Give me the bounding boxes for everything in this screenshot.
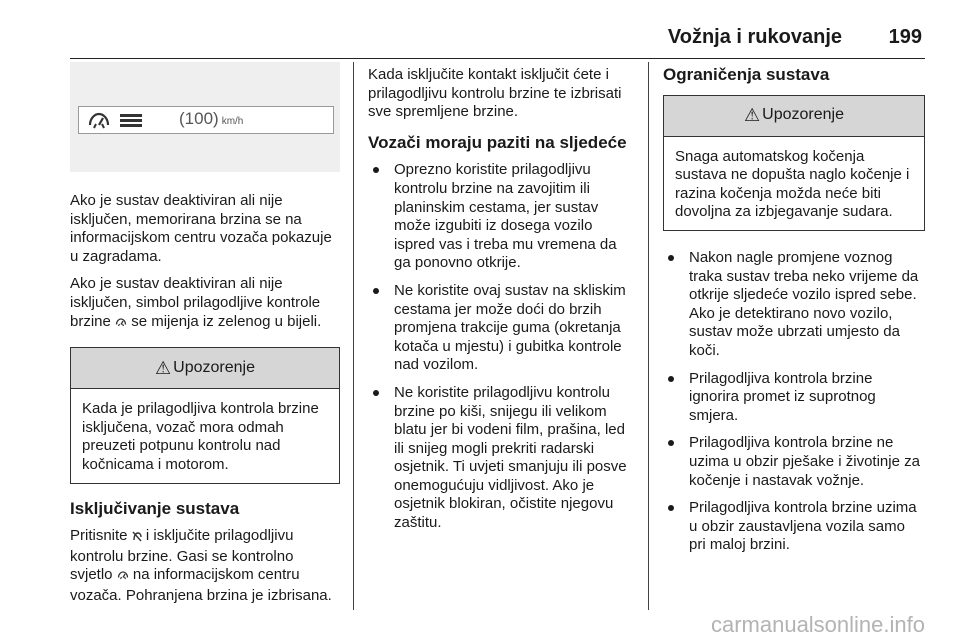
column-divider-1: [353, 62, 354, 610]
watermark: carmanualsonline.info: [710, 612, 925, 637]
adaptive-cruise-control-icon: [117, 568, 129, 587]
column-divider-2: [648, 62, 649, 610]
warning-title: Upozorenje: [762, 106, 844, 124]
bullet-list: [368, 161, 634, 532]
list-item: Prilagodljiva kontrola brzine uzima u obzir zaustavljena vozila samo pri maloj brzini.: [663, 499, 925, 555]
list-item: Ne koristite ovaj sustav na skliskim cestama jer može doći do brzih promjena trakcije guma (okretanja kotača u mjestu) i gubitka kontrole nad vozilom.: [368, 282, 634, 375]
page-number: 199: [888, 26, 922, 48]
bullet-list: [663, 249, 925, 555]
page-header: [0, 0, 960, 60]
bullet-dot: [668, 505, 674, 511]
paragraph: Pritisnite i isključite prilagodljivu kontrolu brzine. Gasi se kontrolno svjetlo na informacijskom centru vozača. Pohranjena brzina je izbrisana.: [70, 527, 332, 604]
paragraph: Kada isključite kontakt isključit ćete i prilagodljivu kontrolu brzine te izbrisati sve spremljene brzine.: [368, 66, 622, 121]
section-heading: Ograničenja sustava: [663, 65, 830, 84]
list-item: Prilagodljiva kontrola brzine ignorira promet iz suprotnog smjera.: [663, 370, 925, 426]
warning-box: [70, 347, 340, 483]
warning-header: [664, 96, 924, 137]
warning-header: [71, 348, 339, 389]
section-heading: Vozači moraju paziti na sljedeće: [368, 132, 627, 152]
bullet-dot: [668, 255, 674, 261]
list-item: Oprezno koristite prilagodljivu kontrolu brzine na zavojitim ili planinskim cestama, jer sustav može izgubiti iz dosega vozilo ispred vas i treba mu vremena da ga ponovno otkrije.: [368, 161, 634, 273]
section-heading: Isključivanje sustava: [70, 498, 240, 518]
speed-unit: km/h: [221, 116, 244, 127]
instrument-display-figure: [70, 62, 340, 172]
cruise-off-icon: [132, 529, 142, 548]
list-item: Prilagodljiva kontrola brzine ne uzima u obzir pješake i životinje za kočenje i nastavak vožnje.: [663, 434, 925, 490]
paragraph: Ako je sustav deaktiviran ali nije isključen, simbol prilagodljive kontrole brzine se mijenja iz zelenog u bijeli.: [70, 275, 340, 333]
paragraph: Ako je sustav deaktiviran ali nije isključen, memorirana brzina se na informacijskom centru vozača pokazuje u zagradama.: [70, 192, 332, 265]
bullet-dot: [668, 440, 674, 446]
warning-triangle-icon: ⚠: [155, 357, 172, 378]
column-2: [368, 62, 634, 542]
list-item: Ne koristite prilagodljivu kontrolu brzine po kiši, snijegu ili velikom blatu jer bi vodeni film, prašina, led ili snijeg mogli prekriti radarski osjetnik. Ti uvjeti smanjuju ili posve onemogućuju vidljivost. Ako je osjetnik blokiran, očistite njegovu zaštitu.: [368, 384, 634, 533]
list-item: Nakon nagle promjene voznog traka sustav treba neko vrijeme da otkrije sljedeće vozilo ispred sebe. Ako je detektirano novo vozilo, sustav može ubrzati umjesto da koči.: [663, 249, 925, 361]
adaptive-cruise-control-icon: [87, 111, 111, 135]
warning-triangle-icon: ⚠: [744, 105, 761, 126]
driver-info-display: [78, 106, 334, 134]
warning-text: Kada je prilagodljiva kontrola brzine isključena, vozač mora odmah preuzeti potpunu kontrolu nad kočnicama i motorom.: [82, 400, 319, 473]
header-divider: [70, 58, 925, 59]
bullet-dot: [373, 167, 379, 173]
stored-speed: (100) km/h: [179, 109, 244, 128]
bullet-dot: [373, 288, 379, 294]
bullet-dot: [373, 390, 379, 396]
following-distance-icon: [119, 113, 143, 133]
column-1: [70, 62, 340, 615]
adaptive-cruise-control-icon: [115, 315, 127, 334]
warning-box: [663, 95, 925, 231]
chapter-title: Vožnja i rukovanje: [667, 26, 842, 48]
column-3: [663, 62, 925, 564]
warning-text: Snaga automatskog kočenja sustava ne dopušta naglo kočenje i razina kočenja možda neće biti dovoljna za izbjegavanje sudara.: [675, 147, 910, 221]
bullet-dot: [668, 376, 674, 382]
warning-title: Upozorenje: [173, 358, 255, 376]
